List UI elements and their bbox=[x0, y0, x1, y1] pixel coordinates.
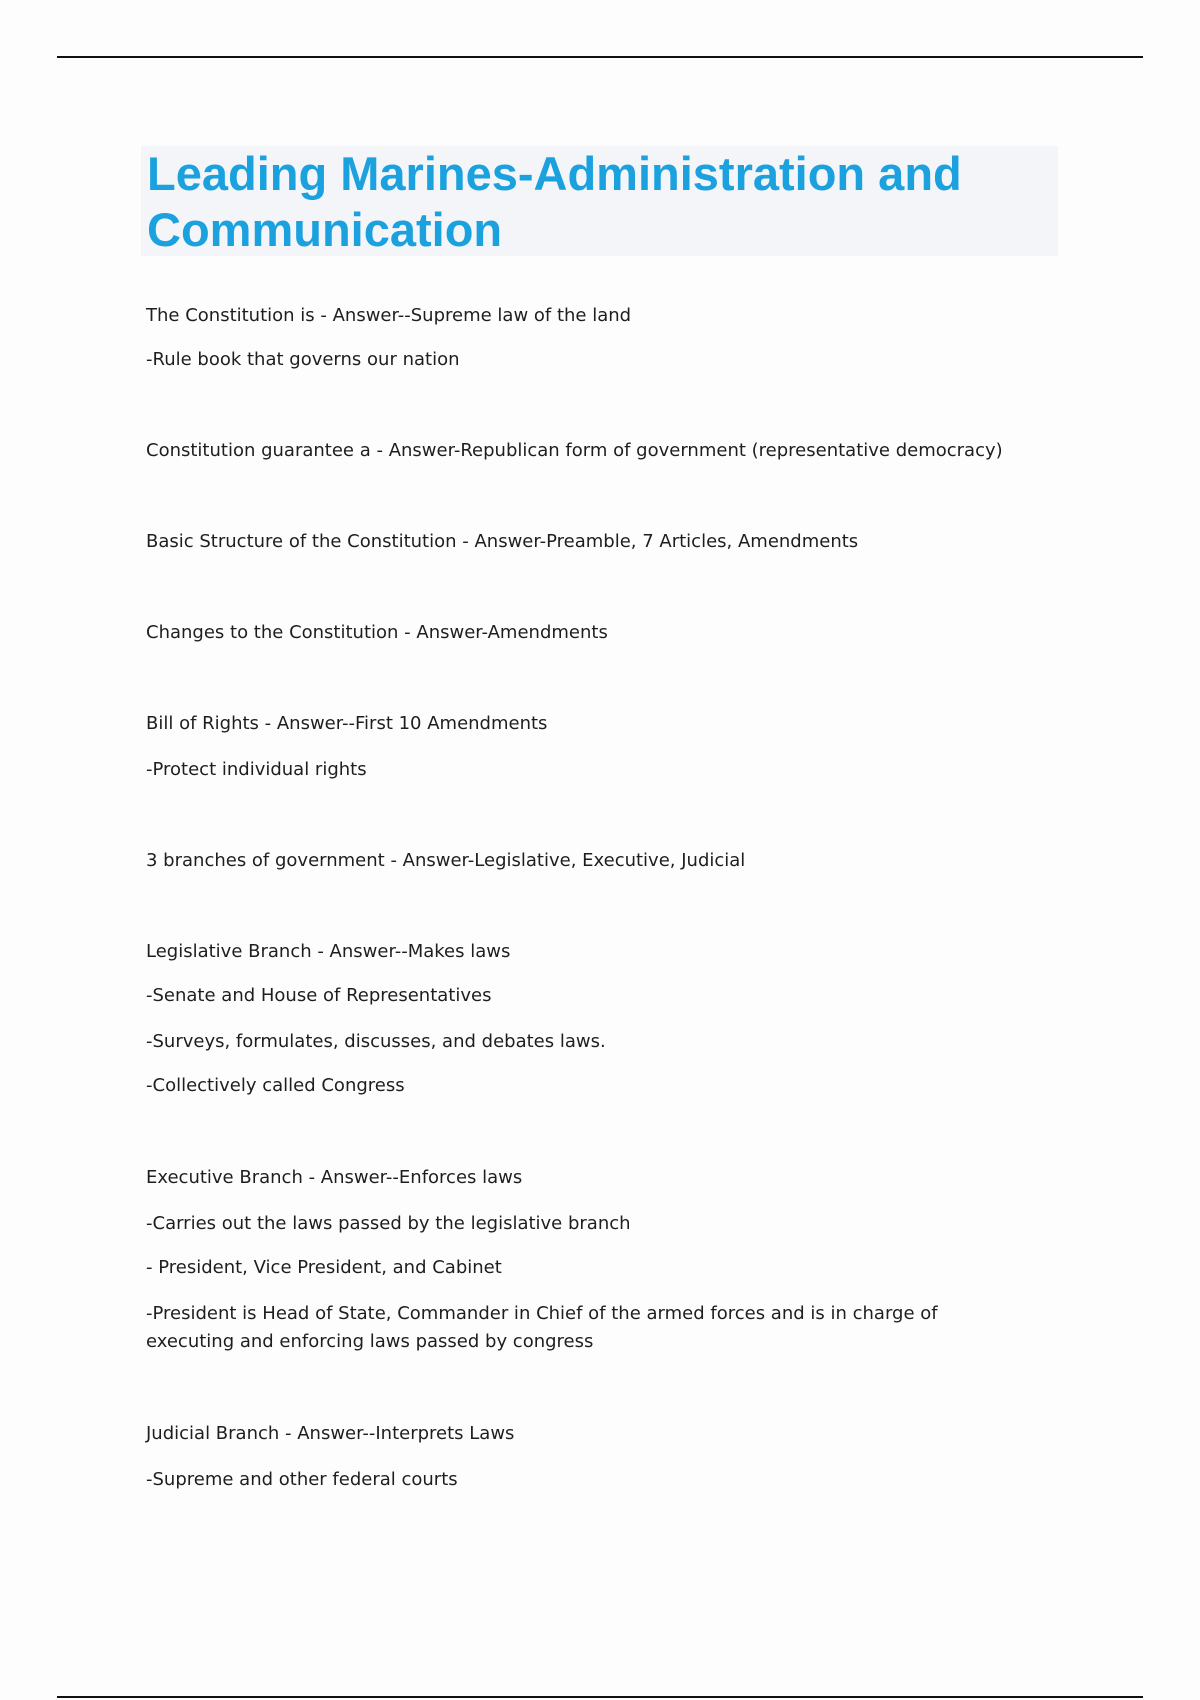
qa-item-judicial bbox=[146, 1420, 1076, 1494]
question-answer-line: 3 branches of government - Answer-Legislative, Executive, Judicial bbox=[146, 850, 746, 871]
qa-item-changes bbox=[146, 619, 1076, 647]
qa-item-structure bbox=[146, 528, 1076, 556]
title-line-2: Communication bbox=[147, 203, 503, 256]
qa-item-executive bbox=[146, 1164, 1076, 1356]
qa-item-constitution bbox=[146, 302, 1076, 374]
answer-detail-line: -Supreme and other federal courts bbox=[146, 1469, 458, 1490]
question-answer-line: Basic Structure of the Constitution - Answer-Preamble, 7 Articles, Amendments bbox=[146, 531, 859, 552]
title-box bbox=[141, 146, 1058, 256]
answer-detail-line: - President, Vice President, and Cabinet bbox=[146, 1257, 502, 1278]
question-answer-line: Changes to the Constitution - Answer-Amendments bbox=[146, 622, 608, 643]
answer-detail-line: -Carries out the laws passed by the legislative branch bbox=[146, 1213, 631, 1234]
answer-detail-line: -Surveys, formulates, discusses, and debates laws. bbox=[146, 1031, 606, 1052]
qa-item-bill-of-rights bbox=[146, 710, 1076, 784]
question-answer-line: Executive Branch - Answer--Enforces laws bbox=[146, 1167, 523, 1188]
answer-detail-line: -Rule book that governs our nation bbox=[146, 349, 460, 370]
top-rule bbox=[57, 56, 1143, 58]
answer-detail-line: -Protect individual rights bbox=[146, 759, 367, 780]
answer-detail-line: -Senate and House of Representatives bbox=[146, 985, 492, 1006]
title-line-1: Leading Marines-Administration and bbox=[147, 147, 962, 200]
question-answer-line: Bill of Rights - Answer--First 10 Amendments bbox=[146, 713, 548, 734]
qa-item-branches bbox=[146, 847, 1076, 875]
question-answer-line: Judicial Branch - Answer--Interprets Laws bbox=[146, 1423, 515, 1444]
bottom-rule bbox=[57, 1696, 1143, 1698]
answer-detail-line: -Collectively called Congress bbox=[146, 1075, 405, 1096]
qa-item-legislative bbox=[146, 938, 1076, 1100]
question-answer-line: The Constitution is - Answer--Supreme law of the land bbox=[146, 305, 632, 326]
page-title bbox=[141, 146, 1058, 258]
question-answer-line: Constitution guarantee a - Answer-Republican form of government (representative democracy) bbox=[146, 440, 1003, 461]
answer-detail-line: -President is Head of State, Commander in Chief of the armed forces and is in charge of executing and enforcing laws passed by congress bbox=[146, 1303, 938, 1352]
question-answer-line: Legislative Branch - Answer--Makes laws bbox=[146, 941, 511, 962]
qa-item-guarantee bbox=[146, 437, 1076, 465]
